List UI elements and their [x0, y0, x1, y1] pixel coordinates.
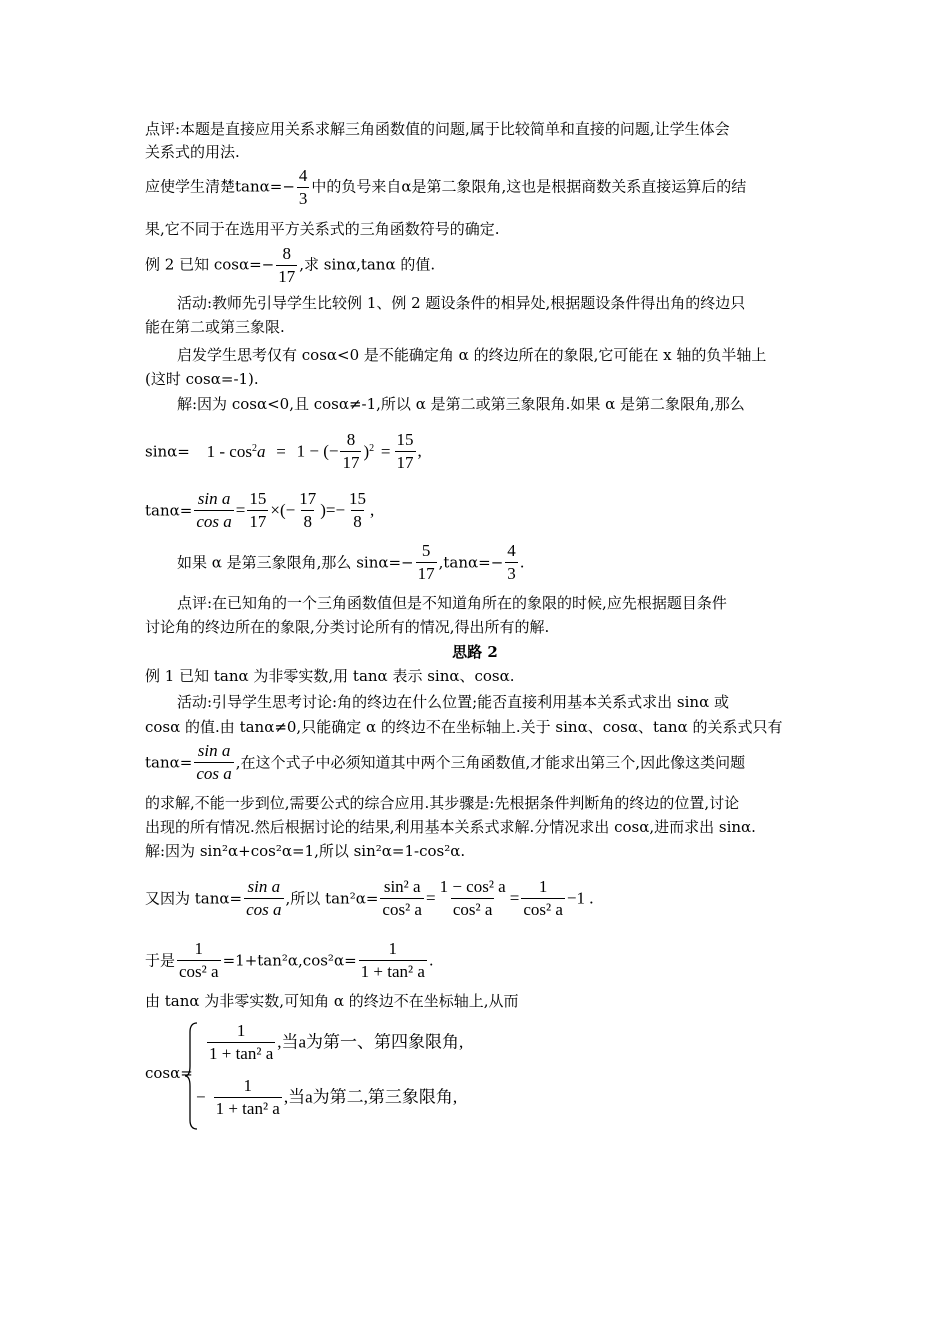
tan-squared-equation: 又因为 tanα= $\frac{\text{sin a}}{\text{cos a}}$ ,所以 tan²α= $\frac{\text{sin² a}}{\text{cos² a}}$ = $\frac{\text{1 − cos² a}}{\text{cos² a}}$ = $\frac{1}{\text{cos² a}}$ −1 .: [145, 877, 594, 919]
comment2-line-1: 点评:在已知角的一个三角函数值但是不知道角所在的象限的时候,应先根据题目条件: [177, 594, 727, 612]
fraction-1-minus-cos2: $\frac{\text{1 − cos² a}}{\text{cos² a}}$: [439, 877, 506, 919]
example-2-text-a: 例 2 已知 cosα=−: [145, 255, 275, 274]
note-line-2: 果,它不同于在选用平方关系式的三角函数符号的确定.: [145, 220, 500, 238]
tan-equation: tanα= $\frac{\text{sin a}}{\text{cos a}}$ = $\frac{15}{17}$ ×(− $\frac{17}{8}$ )=− $\frac{15}{8}$ ,: [145, 489, 375, 531]
fraction-sin2-cos2: $\frac{\text{sin² a}}{\text{cos² a}}$: [382, 877, 422, 919]
activity2-line-2: cosα 的值.由 tanα≠0,只能确定 α 的终边不在坐标轴上.关于 sinα、cosα、tanα 的关系式只有: [145, 718, 783, 736]
comment-line-1: 点评:本题是直接应用关系求解三角函数值的问题,属于比较简单和直接的问题,让学生体会: [145, 120, 730, 138]
sin-equation: $\sin\alpha= 1 - \cos^2a = 1$ − (− $\frac{8}{17}$ )$^2$ = $\frac{15}{17}$ ,: [145, 430, 422, 472]
conclusion-line: 由 tanα 为非零实数,可知角 α 的终边不在坐标轴上,从而: [145, 992, 519, 1010]
fraction-8-17-b: $\frac{8}{17}$: [342, 430, 360, 472]
fraction-1-cos2: $\frac{1}{\text{cos² a}}$: [523, 877, 563, 919]
hint-line-2: (这时 cosα=-1).: [145, 370, 259, 388]
fraction-1-tan2-case2: $\frac{1}{\text{1 + tan² a}}$: [215, 1076, 280, 1118]
section-heading: 思路 2: [452, 643, 498, 661]
activity-line-1: 活动:教师先引导学生比较例 1、例 2 题设条件的相异处,根据题设条件得出角的终边只: [177, 294, 746, 312]
activity2-line-3: tanα= $\frac{\text{sin a}}{\text{cos a}}$ ,在这个式子中必须知道其中两个三角函数值,才能求出第三个,因此像这类问题: [145, 741, 746, 783]
fraction-15-17: $\frac{15}{17}$: [396, 430, 414, 472]
fraction-17-8: $\frac{17}{8}$: [299, 489, 317, 531]
solution2-line-1: 解:因为 sin²α+cos²α=1,所以 sin²α=1-cos²α.: [145, 842, 466, 860]
solution-line-1: 解:因为 cosα<0,且 cosα≠-1,所以 α 是第二或第三象限角.如果 α 是第二象限角,那么: [177, 395, 745, 413]
case-1: $\frac{1}{\text{1 + tan² a}}$ ,当a为第一、第四象限角,: [209, 1021, 464, 1063]
fraction-4-3-b: $\frac{4}{3}$: [507, 541, 516, 583]
third-quadrant-line: 如果 α 是第三象限角,那么 sinα=− $\frac{5}{17}$ ,tanα=− $\frac{4}{3}$ .: [177, 541, 525, 583]
fraction-1-tan2: $\frac{1}{\text{1 + tan² a}}$: [360, 939, 425, 981]
note-text-a: 应使学生清楚tanα=−: [145, 177, 295, 196]
note-line-1: [145, 165, 746, 210]
activity2-line-5: 出现的所有情况.然后根据讨论的结果,利用基本关系式求解.分情况求出 cosα,进而求出 sinα.: [145, 818, 756, 836]
fraction-1-tan2-case1: $\frac{1}{\text{1 + tan² a}}$: [209, 1021, 274, 1063]
comment-line-2: 关系式的用法.: [145, 143, 240, 161]
activity2-line-4: 的求解,不能一步到位,需要公式的综合应用.其步骤是:先根据条件判断角的终边的位置,讨论: [145, 794, 740, 812]
fraction-sin-cos-c: $\frac{\text{sin a}}{\text{cos a}}$: [246, 877, 282, 919]
fraction-5-17: $\frac{5}{17}$: [417, 541, 435, 583]
note-text-b: 中的负号来自α是第二象限角,这也是根据商数关系直接运算后的结: [311, 177, 747, 196]
case-2: − $\frac{1}{\text{1 + tan² a}}$ ,当a为第二,第三象限角,: [196, 1076, 458, 1118]
example-2-line: [145, 243, 435, 288]
fraction-sin-cos: $\frac{\text{sin a}}{\text{cos a}}$: [196, 489, 232, 531]
fraction-8-17: $\frac{8}{17}$: [278, 244, 296, 286]
activity2-line-1: 活动:引导学生思考讨论:角的终边在什么位置;能否直接利用基本关系式求出 sinα 或: [177, 693, 729, 711]
hint-line-1: 启发学生思考仅有 cosα<0 是不能确定角 α 的终边所在的象限,它可能在 x 轴的负半轴上: [177, 346, 767, 364]
fraction-sin-cos-b: $\frac{\text{sin a}}{\text{cos a}}$: [196, 741, 232, 783]
example-1-line: 例 1 已知 tanα 为非零实数,用 tanα 表示 sinα、cosα.: [145, 667, 515, 685]
example-2-text-b: ,求 sinα,tanα 的值.: [299, 255, 436, 274]
activity-line-2: 能在第二或第三象限.: [145, 318, 285, 336]
fraction-15-8: $\frac{15}{8}$: [349, 489, 367, 531]
therefore-equation: 于是 $\frac{1}{\text{cos² a}}$ =1+tan²α,cos²α= $\frac{1}{\text{1 + tan² a}}$ .: [145, 939, 434, 981]
fraction-1-cos2-b: $\frac{1}{\text{cos² a}}$: [179, 939, 219, 981]
fraction-4-3: $\frac{4}{3}$: [298, 166, 308, 208]
fraction-15-17-b: $\frac{15}{17}$: [249, 489, 267, 531]
comment2-line-2: 讨论角的终边所在的象限,分类讨论所有的情况,得出所有的解.: [145, 618, 550, 636]
cos-lhs: cosα=: [145, 1064, 193, 1082]
